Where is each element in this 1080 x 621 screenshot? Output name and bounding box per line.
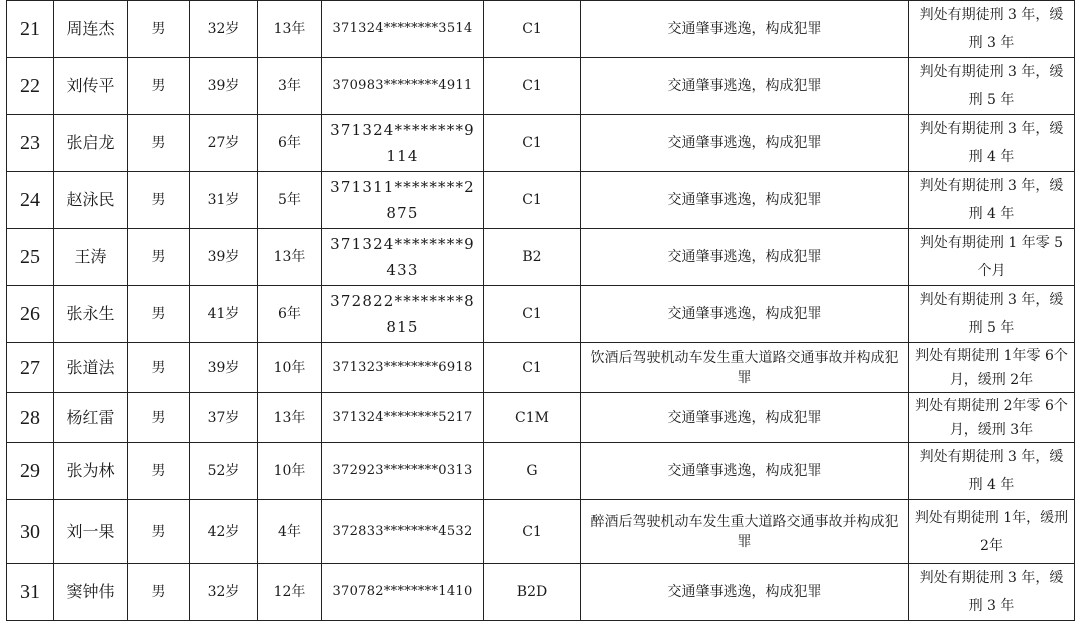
- gender-cell: 男: [128, 172, 190, 229]
- license-class-cell: B2D: [484, 564, 581, 621]
- person-name: 刘传平: [54, 58, 128, 115]
- offense-cell: 交通肇事逃逸，构成犯罪: [581, 393, 909, 443]
- license-class-cell: C1: [484, 115, 581, 172]
- row-number: 28: [7, 393, 54, 443]
- driving-years-cell: 10年: [258, 343, 322, 393]
- driving-years-cell: 5年: [258, 172, 322, 229]
- age-cell: 32岁: [190, 1, 258, 58]
- id-number-cell: 371311********2875: [322, 172, 484, 229]
- id-number-cell: 372923********0313: [322, 443, 484, 500]
- gender-cell: 男: [128, 564, 190, 621]
- sentence-cell: 判处有期徒刑 2年零 6个月，缓刑 3年: [909, 393, 1075, 443]
- license-class-cell: C1: [484, 1, 581, 58]
- row-number: 29: [7, 443, 54, 500]
- driving-years-cell: 12年: [258, 564, 322, 621]
- table-row: [7, 58, 1075, 115]
- gender-cell: 男: [128, 58, 190, 115]
- offense-cell: 交通肇事逃逸，构成犯罪: [581, 115, 909, 172]
- age-cell: 39岁: [190, 58, 258, 115]
- age-cell: 39岁: [190, 343, 258, 393]
- license-class-cell: C1: [484, 286, 581, 343]
- sentence-cell: 判处有期徒刑 1 年零 5 个月: [909, 229, 1075, 286]
- offense-cell: 交通肇事逃逸，构成犯罪: [581, 286, 909, 343]
- age-cell: 41岁: [190, 286, 258, 343]
- person-name: 王涛: [54, 229, 128, 286]
- sentence-cell: 判处有期徒刑 3 年，缓刑 4 年: [909, 115, 1075, 172]
- offense-cell: 交通肇事逃逸，构成犯罪: [581, 564, 909, 621]
- driving-years-cell: 4年: [258, 500, 322, 564]
- table-row: [7, 286, 1075, 343]
- driving-years-cell: 13年: [258, 229, 322, 286]
- age-cell: 52岁: [190, 443, 258, 500]
- table-row: [7, 500, 1075, 564]
- gender-cell: 男: [128, 229, 190, 286]
- driving-years-cell: 3年: [258, 58, 322, 115]
- license-class-cell: C1: [484, 58, 581, 115]
- gender-cell: 男: [128, 343, 190, 393]
- row-number: 22: [7, 58, 54, 115]
- row-number: 26: [7, 286, 54, 343]
- sentence-cell: 判处有期徒刑 3 年，缓刑 4 年: [909, 172, 1075, 229]
- id-number-cell: 371324********3514: [322, 1, 484, 58]
- row-number: 30: [7, 500, 54, 564]
- offense-cell: 交通肇事逃逸，构成犯罪: [581, 172, 909, 229]
- person-name: 赵泳民: [54, 172, 128, 229]
- offense-cell: 交通肇事逃逸，构成犯罪: [581, 58, 909, 115]
- gender-cell: 男: [128, 443, 190, 500]
- records-table: [6, 0, 1075, 621]
- id-number-cell: 371324********9433: [322, 229, 484, 286]
- row-number: 24: [7, 172, 54, 229]
- license-class-cell: C1: [484, 172, 581, 229]
- gender-cell: 男: [128, 115, 190, 172]
- table-row: [7, 115, 1075, 172]
- row-number: 21: [7, 1, 54, 58]
- age-cell: 32岁: [190, 564, 258, 621]
- person-name: 张为林: [54, 443, 128, 500]
- driving-years-cell: 13年: [258, 393, 322, 443]
- sentence-cell: 判处有期徒刑 1年，缓刑 2年: [909, 500, 1075, 564]
- id-number-cell: 371324********9114: [322, 115, 484, 172]
- offense-cell: 交通肇事逃逸，构成犯罪: [581, 443, 909, 500]
- id-number-cell: 372822********8815: [322, 286, 484, 343]
- table-row: [7, 229, 1075, 286]
- person-name: 张启龙: [54, 115, 128, 172]
- offense-cell: 饮酒后驾驶机动车发生重大道路交通事故并构成犯罪: [581, 343, 909, 393]
- table-row: [7, 393, 1075, 443]
- gender-cell: 男: [128, 393, 190, 443]
- person-name: 窦钟伟: [54, 564, 128, 621]
- table-row: [7, 172, 1075, 229]
- table-row: [7, 343, 1075, 393]
- sentence-cell: 判处有期徒刑 3 年，缓刑 3 年: [909, 1, 1075, 58]
- row-number: 25: [7, 229, 54, 286]
- id-number-cell: 370782********1410: [322, 564, 484, 621]
- sentence-cell: 判处有期徒刑 3 年，缓刑 5 年: [909, 286, 1075, 343]
- driving-years-cell: 6年: [258, 286, 322, 343]
- license-class-cell: C1M: [484, 393, 581, 443]
- age-cell: 31岁: [190, 172, 258, 229]
- id-number-cell: 370983********4911: [322, 58, 484, 115]
- person-name: 杨红雷: [54, 393, 128, 443]
- id-number-cell: 371323********6918: [322, 343, 484, 393]
- offense-cell: 交通肇事逃逸，构成犯罪: [581, 229, 909, 286]
- sentence-cell: 判处有期徒刑 3 年，缓刑 5 年: [909, 58, 1075, 115]
- license-class-cell: G: [484, 443, 581, 500]
- gender-cell: 男: [128, 1, 190, 58]
- license-class-cell: C1: [484, 500, 581, 564]
- id-number-cell: 371324********5217: [322, 393, 484, 443]
- table-row: [7, 564, 1075, 621]
- offense-cell: 醉酒后驾驶机动车发生重大道路交通事故并构成犯罪: [581, 500, 909, 564]
- age-cell: 42岁: [190, 500, 258, 564]
- table-row: [7, 1, 1075, 58]
- license-class-cell: C1: [484, 343, 581, 393]
- license-class-cell: B2: [484, 229, 581, 286]
- age-cell: 39岁: [190, 229, 258, 286]
- person-name: 周连杰: [54, 1, 128, 58]
- id-number-cell: 372833********4532: [322, 500, 484, 564]
- driving-years-cell: 13年: [258, 1, 322, 58]
- sentence-cell: 判处有期徒刑 1年零 6个月，缓刑 2年: [909, 343, 1075, 393]
- person-name: 张道法: [54, 343, 128, 393]
- offense-cell: 交通肇事逃逸，构成犯罪: [581, 1, 909, 58]
- row-number: 27: [7, 343, 54, 393]
- sentence-cell: 判处有期徒刑 3 年，缓刑 4 年: [909, 443, 1075, 500]
- gender-cell: 男: [128, 286, 190, 343]
- table-row: [7, 443, 1075, 500]
- person-name: 刘一果: [54, 500, 128, 564]
- gender-cell: 男: [128, 500, 190, 564]
- sentence-cell: 判处有期徒刑 3 年，缓刑 3 年: [909, 564, 1075, 621]
- driving-years-cell: 10年: [258, 443, 322, 500]
- age-cell: 37岁: [190, 393, 258, 443]
- row-number: 23: [7, 115, 54, 172]
- age-cell: 27岁: [190, 115, 258, 172]
- row-number: 31: [7, 564, 54, 621]
- driving-years-cell: 6年: [258, 115, 322, 172]
- person-name: 张永生: [54, 286, 128, 343]
